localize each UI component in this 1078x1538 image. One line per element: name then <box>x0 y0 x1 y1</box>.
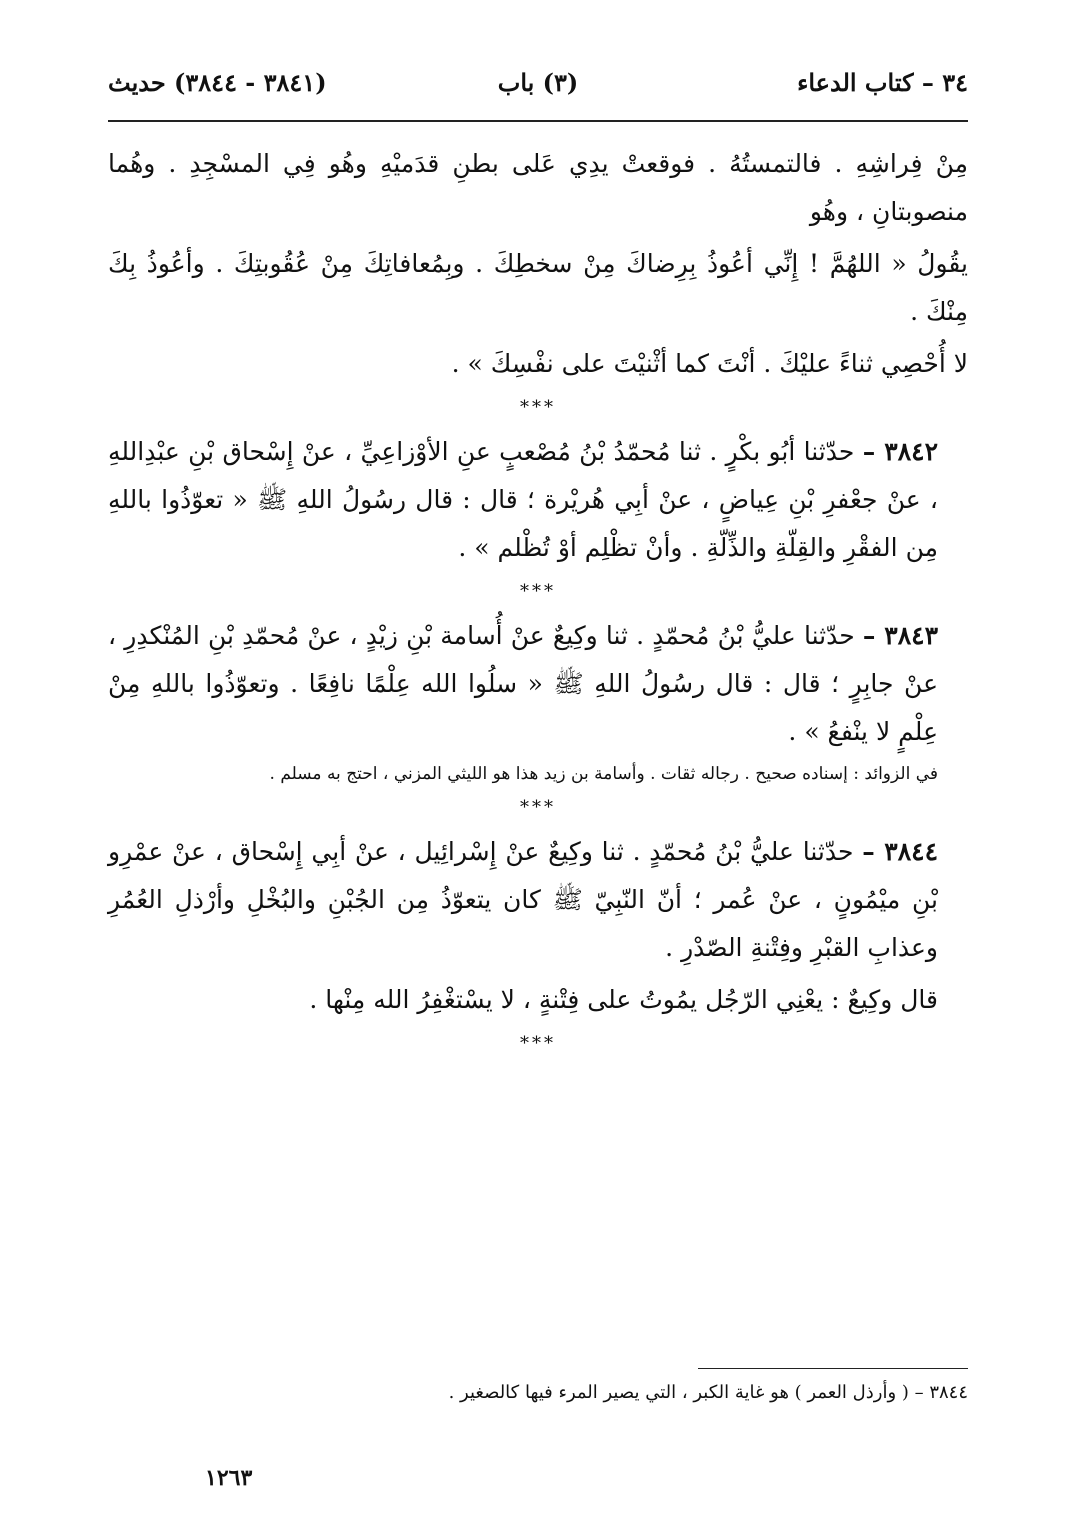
separator-stars: *** <box>520 797 556 818</box>
header-rule <box>108 120 968 122</box>
header-hadith-range: (٣٨٤١ - ٣٨٤٤) حديث <box>108 68 327 97</box>
continuation-line-1: مِنْ فِراشِهِ . فالتمستُهُ . فوقعتْ يدِي عَلى بطنِ قدَميْهِ وهُو فِي المسْجِدِ . وهُما منصوبتانِ ، وهُو <box>108 149 968 226</box>
hadith-number: ٣٨٤٣ – <box>862 621 938 650</box>
header-chapter: (٣) باب <box>497 68 579 97</box>
hadith-3842 <box>108 428 968 572</box>
hadith-number: ٣٨٤٢ – <box>862 437 938 466</box>
hadith-text: حدّثنا أبُو بكْرٍ . ثنا مُحمّدُ بْنُ مُصْعبٍ عنِ الأوْزاعِيِّ ، عنْ إِسْحاق بْنِ عبْدِاللهِ ، عنْ جعْفرِ بْنِ عِياضٍ ، عنْ أبِي هُريْرة ؛ قال : قال رسُولُ اللهِ ﷺ « تعوّذُوا باللهِ مِن الفقْرِ والقِلّةِ والذِّلّةِ . وأنْ تظْلِم أوْ تُظْلم » . <box>108 437 938 562</box>
waki-comment: قال وكِيعٌ : يعْنِي الرّجُل يمُوتُ على فِتْنةٍ ، لا يسْتغْفِرُ الله مِنْها . <box>309 985 938 1014</box>
end-stars: *** <box>520 1033 556 1054</box>
hadith-3843 <box>108 612 968 756</box>
header-book-title: ٣٤ – كتاب الدعاء <box>797 68 968 97</box>
hadith-3844 <box>108 828 968 972</box>
separator-stars: *** <box>520 581 556 602</box>
continuation-line-2: يقُولُ « اللهُمَّ ! إِنِّي أعُوذُ بِرِضاكَ مِنْ سخطِكَ . وبِمُعافاتِكَ مِنْ عُقُوبتِكَ . وأعُوذُ بِكَ مِنْكَ . <box>108 249 968 326</box>
hadith-number: ٣٨٤٤ – <box>862 837 938 866</box>
continuation-line-3: لا أُحْصِي ثناءً عليْكَ . أنْتَ كما أثْنيْتَ على نفْسِكَ » . <box>451 349 968 378</box>
hadith-text: حدّثنا عليُّ بْنُ مُحمّدٍ . ثنا وكِيعٌ عنْ إِسْرائِيل ، عنْ أبِي إِسْحاق ، عنْ عمْرِو بْنِ ميْمُونٍ ، عنْ عُمر ؛ أنّ النّبِيّ ﷺ كان يتعوّذُ مِن الجُبْنِ والبُخْلِ وأرْذلِ العُمُرِ وعذابِ القبْرِ وفِتْنةِ الصّدْرِ . <box>108 837 938 962</box>
footnote-rule <box>698 1368 968 1369</box>
separator-stars: *** <box>520 397 556 418</box>
running-header <box>108 60 968 118</box>
main-text <box>108 140 968 1064</box>
footnote: ٣٨٤٤ – ( وأرذل العمر ) هو غاية الكبر ، التي يصير المرء فيها كالصغير . <box>448 1382 968 1403</box>
zawaid-note: في الزوائد : إسناده صحيح . رجاله ثقات . وأسامة بن زيد هذا هو الليثي المزني ، احتج به مسلم . <box>269 764 938 784</box>
page-number: ١٢٦٣ <box>205 1465 253 1491</box>
hadith-text: حدّثنا عليُّ بْنُ مُحمّدٍ . ثنا وكِيعٌ عنْ أُسامة بْنِ زيْدٍ ، عنْ مُحمّدِ بْنِ المُنْكدِرِ ، عنْ جابِرٍ ؛ قال : قال رسُولُ اللهِ ﷺ « سلُوا الله عِلْمًا نافِعًا . وتعوّذُوا باللهِ مِنْ عِلْمٍ لا ينْفعُ » . <box>108 621 938 746</box>
